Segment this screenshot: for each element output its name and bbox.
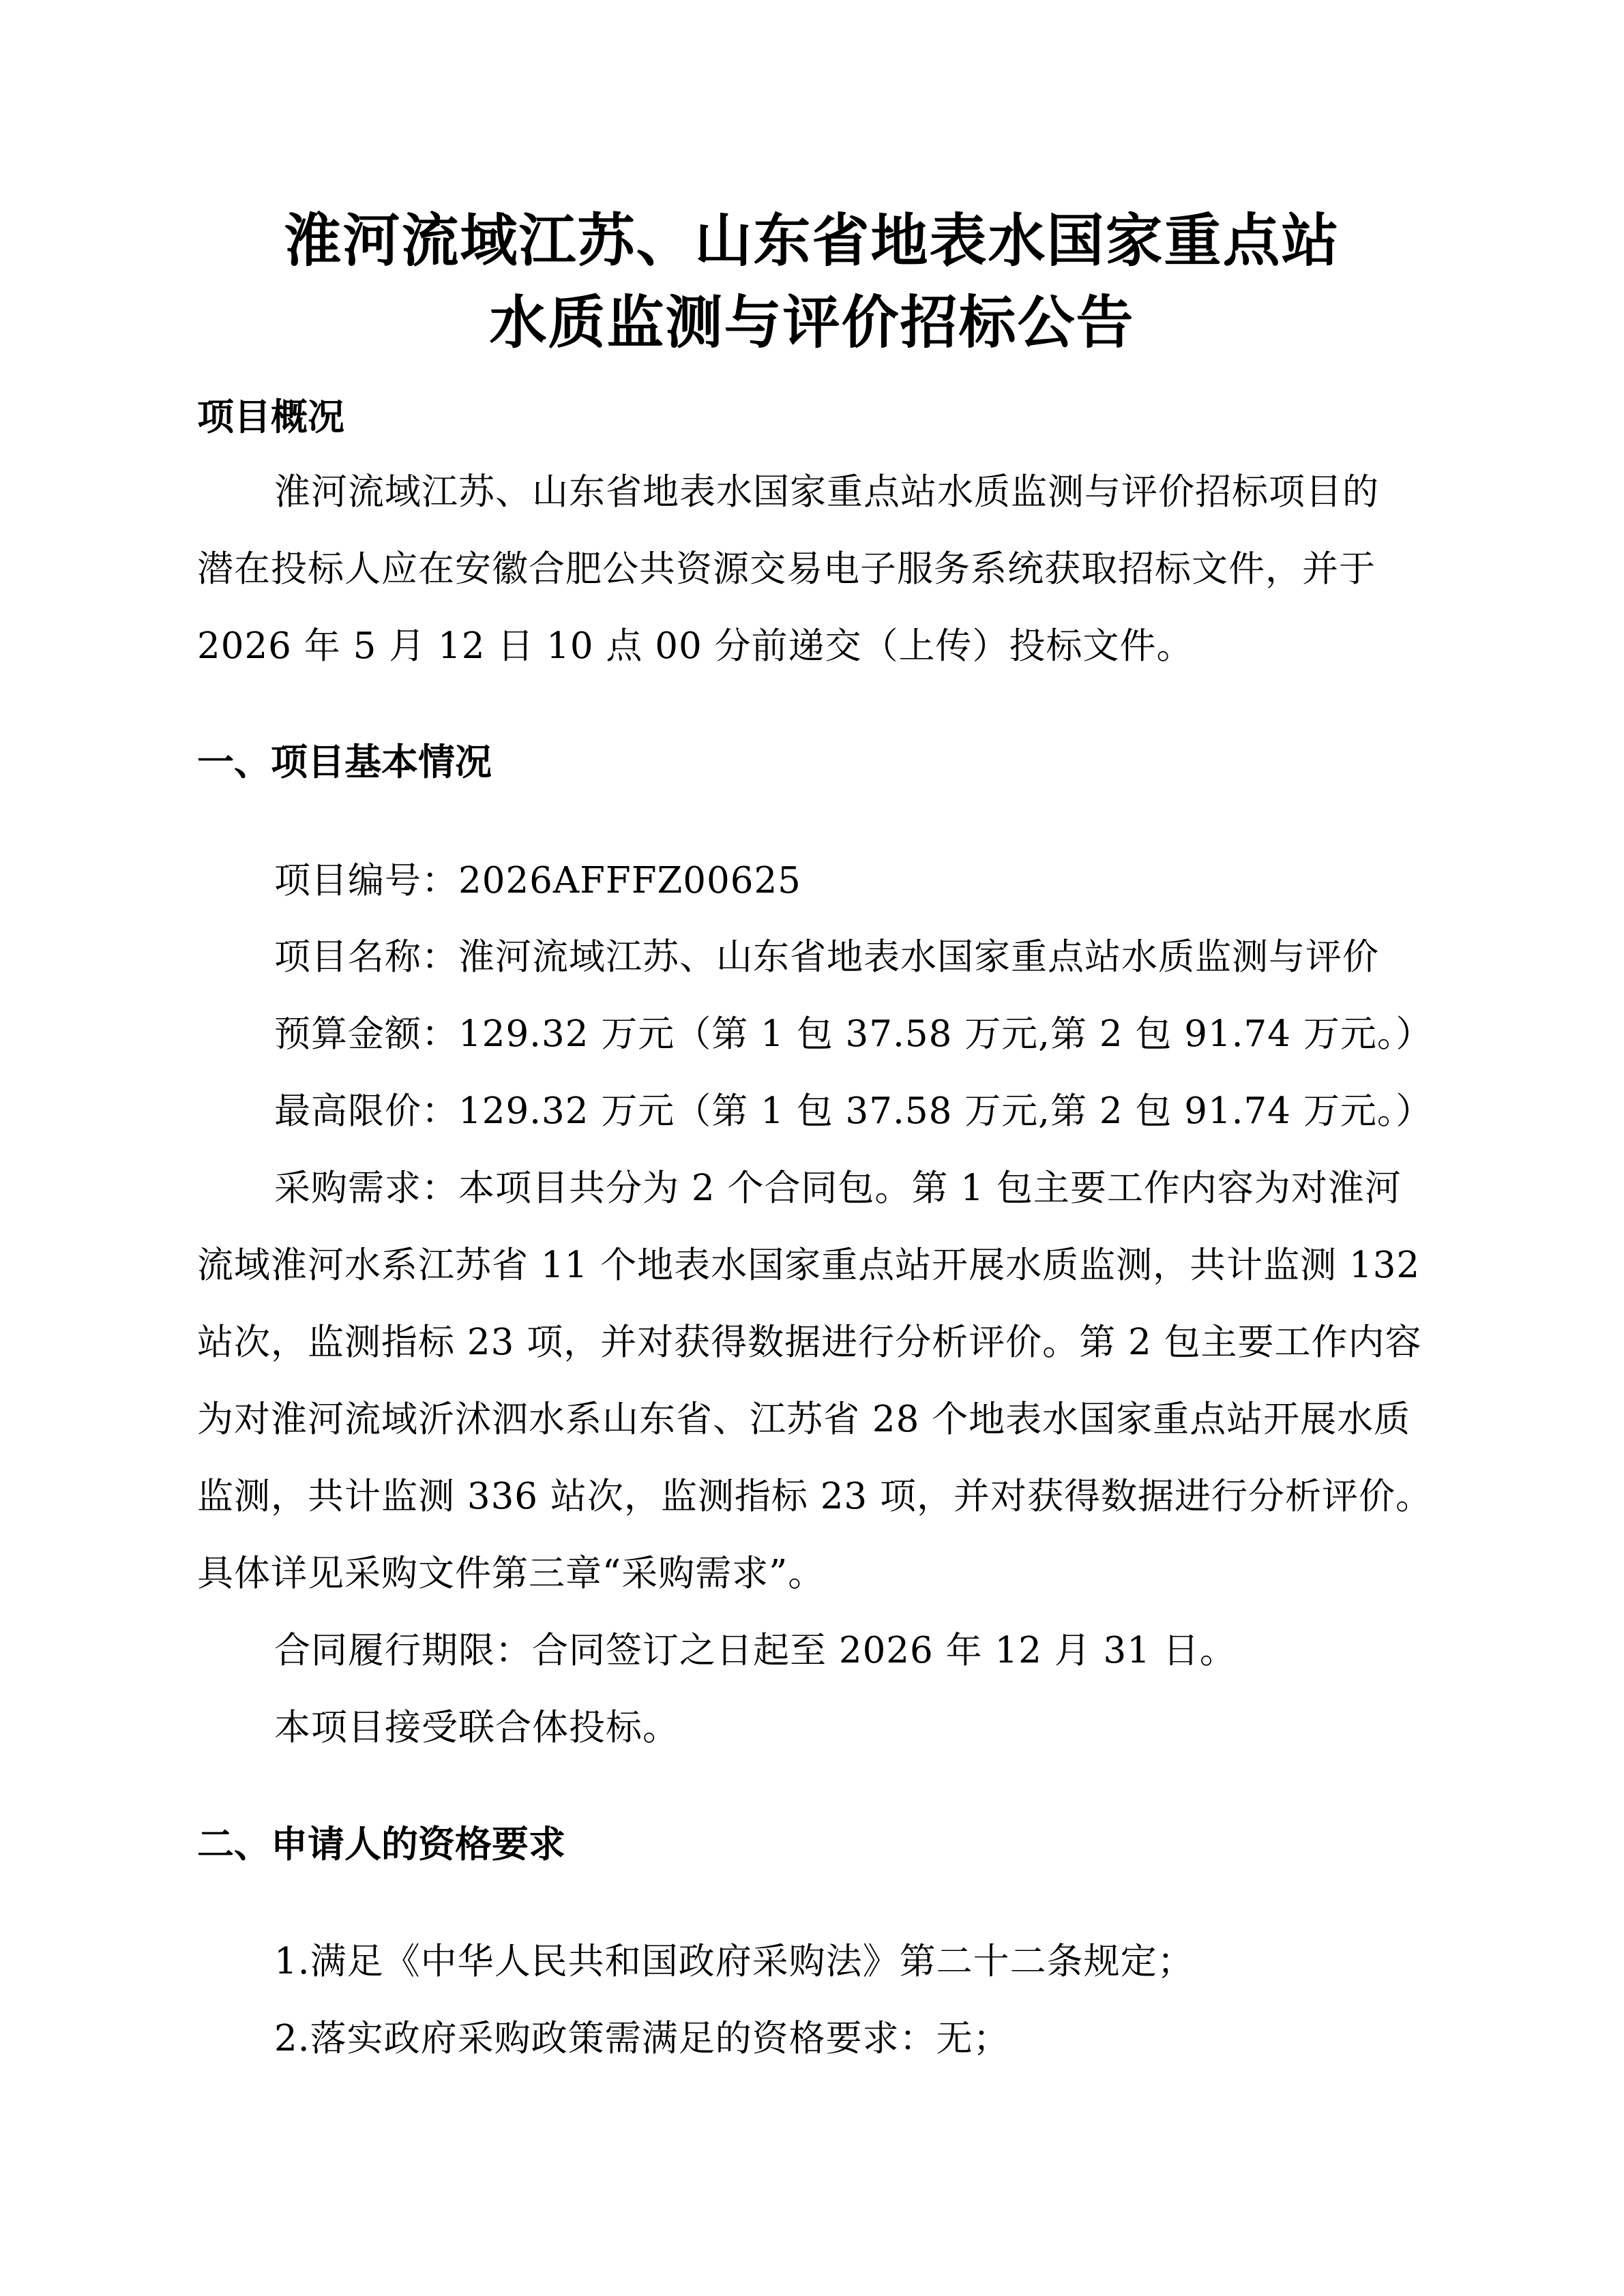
section1-heading: 一、项目基本情况 [197, 741, 492, 784]
document-title-line-2: 水质监测与评价招标公告 [489, 288, 1135, 356]
overview-paragraph-line: 潜在投标人应在安徽合肥公共资源交易电子服务系统获取招标文件，并于 [197, 548, 1376, 590]
project-name: 项目名称：淮河流域江苏、山东省地表水国家重点站水质监测与评价 [274, 936, 1379, 978]
requirement-line: 流域淮河水系江苏省 11 个地表水国家重点站开展水质监测，共计监测 132 [197, 1244, 1421, 1286]
contract-period: 合同履行期限：合同签订之日起至 2026 年 12 月 31 日。 [274, 1630, 1237, 1671]
overview-heading: 项目概况 [197, 396, 344, 438]
consortium-note: 本项目接受联合体投标。 [274, 1707, 679, 1748]
requirement-line: 站次，监测指标 23 项，并对获得数据进行分析评价。第 2 包主要工作内容 [197, 1322, 1422, 1363]
section2-heading: 二、申请人的资格要求 [197, 1823, 565, 1866]
requirement-line: 为对淮河流域沂沭泗水系山东省、江苏省 28 个地表水国家重点站开展水质 [197, 1399, 1411, 1440]
overview-paragraph-line: 淮河流域江苏、山东省地表水国家重点站水质监测与评价招标项目的 [274, 471, 1379, 513]
document-title-line-1: 淮河流域江苏、山东省地表水国家重点站 [284, 207, 1340, 274]
budget-amount: 预算金额：129.32 万元（第 1 包 37.58 万元,第 2 包 91.74 万元。） [274, 1013, 1433, 1055]
qualification-item: 2.落实政府采购政策需满足的资格要求：无； [274, 2018, 1010, 2059]
qualification-item: 1.满足《中华人民共和国政府采购法》第二十二条规定； [274, 1941, 1194, 1982]
requirement-line: 采购需求：本项目共分为 2 个合同包。第 1 包主要工作内容为对淮河 [274, 1167, 1402, 1209]
requirement-line: 监测，共计监测 336 站次，监测指标 23 项，并对获得数据进行分析评价。 [197, 1476, 1432, 1517]
project-number: 项目编号：2026AFFFZ00625 [274, 860, 801, 901]
max-price: 最高限价：129.32 万元（第 1 包 37.58 万元,第 2 包 91.74 万元。） [274, 1090, 1433, 1132]
requirement-line: 具体详见采购文件第三章“采购需求”。 [197, 1553, 825, 1594]
overview-paragraph-line: 2026 年 5 月 12 日 10 点 00 分前递交（上传）投标文件。 [197, 625, 1194, 667]
